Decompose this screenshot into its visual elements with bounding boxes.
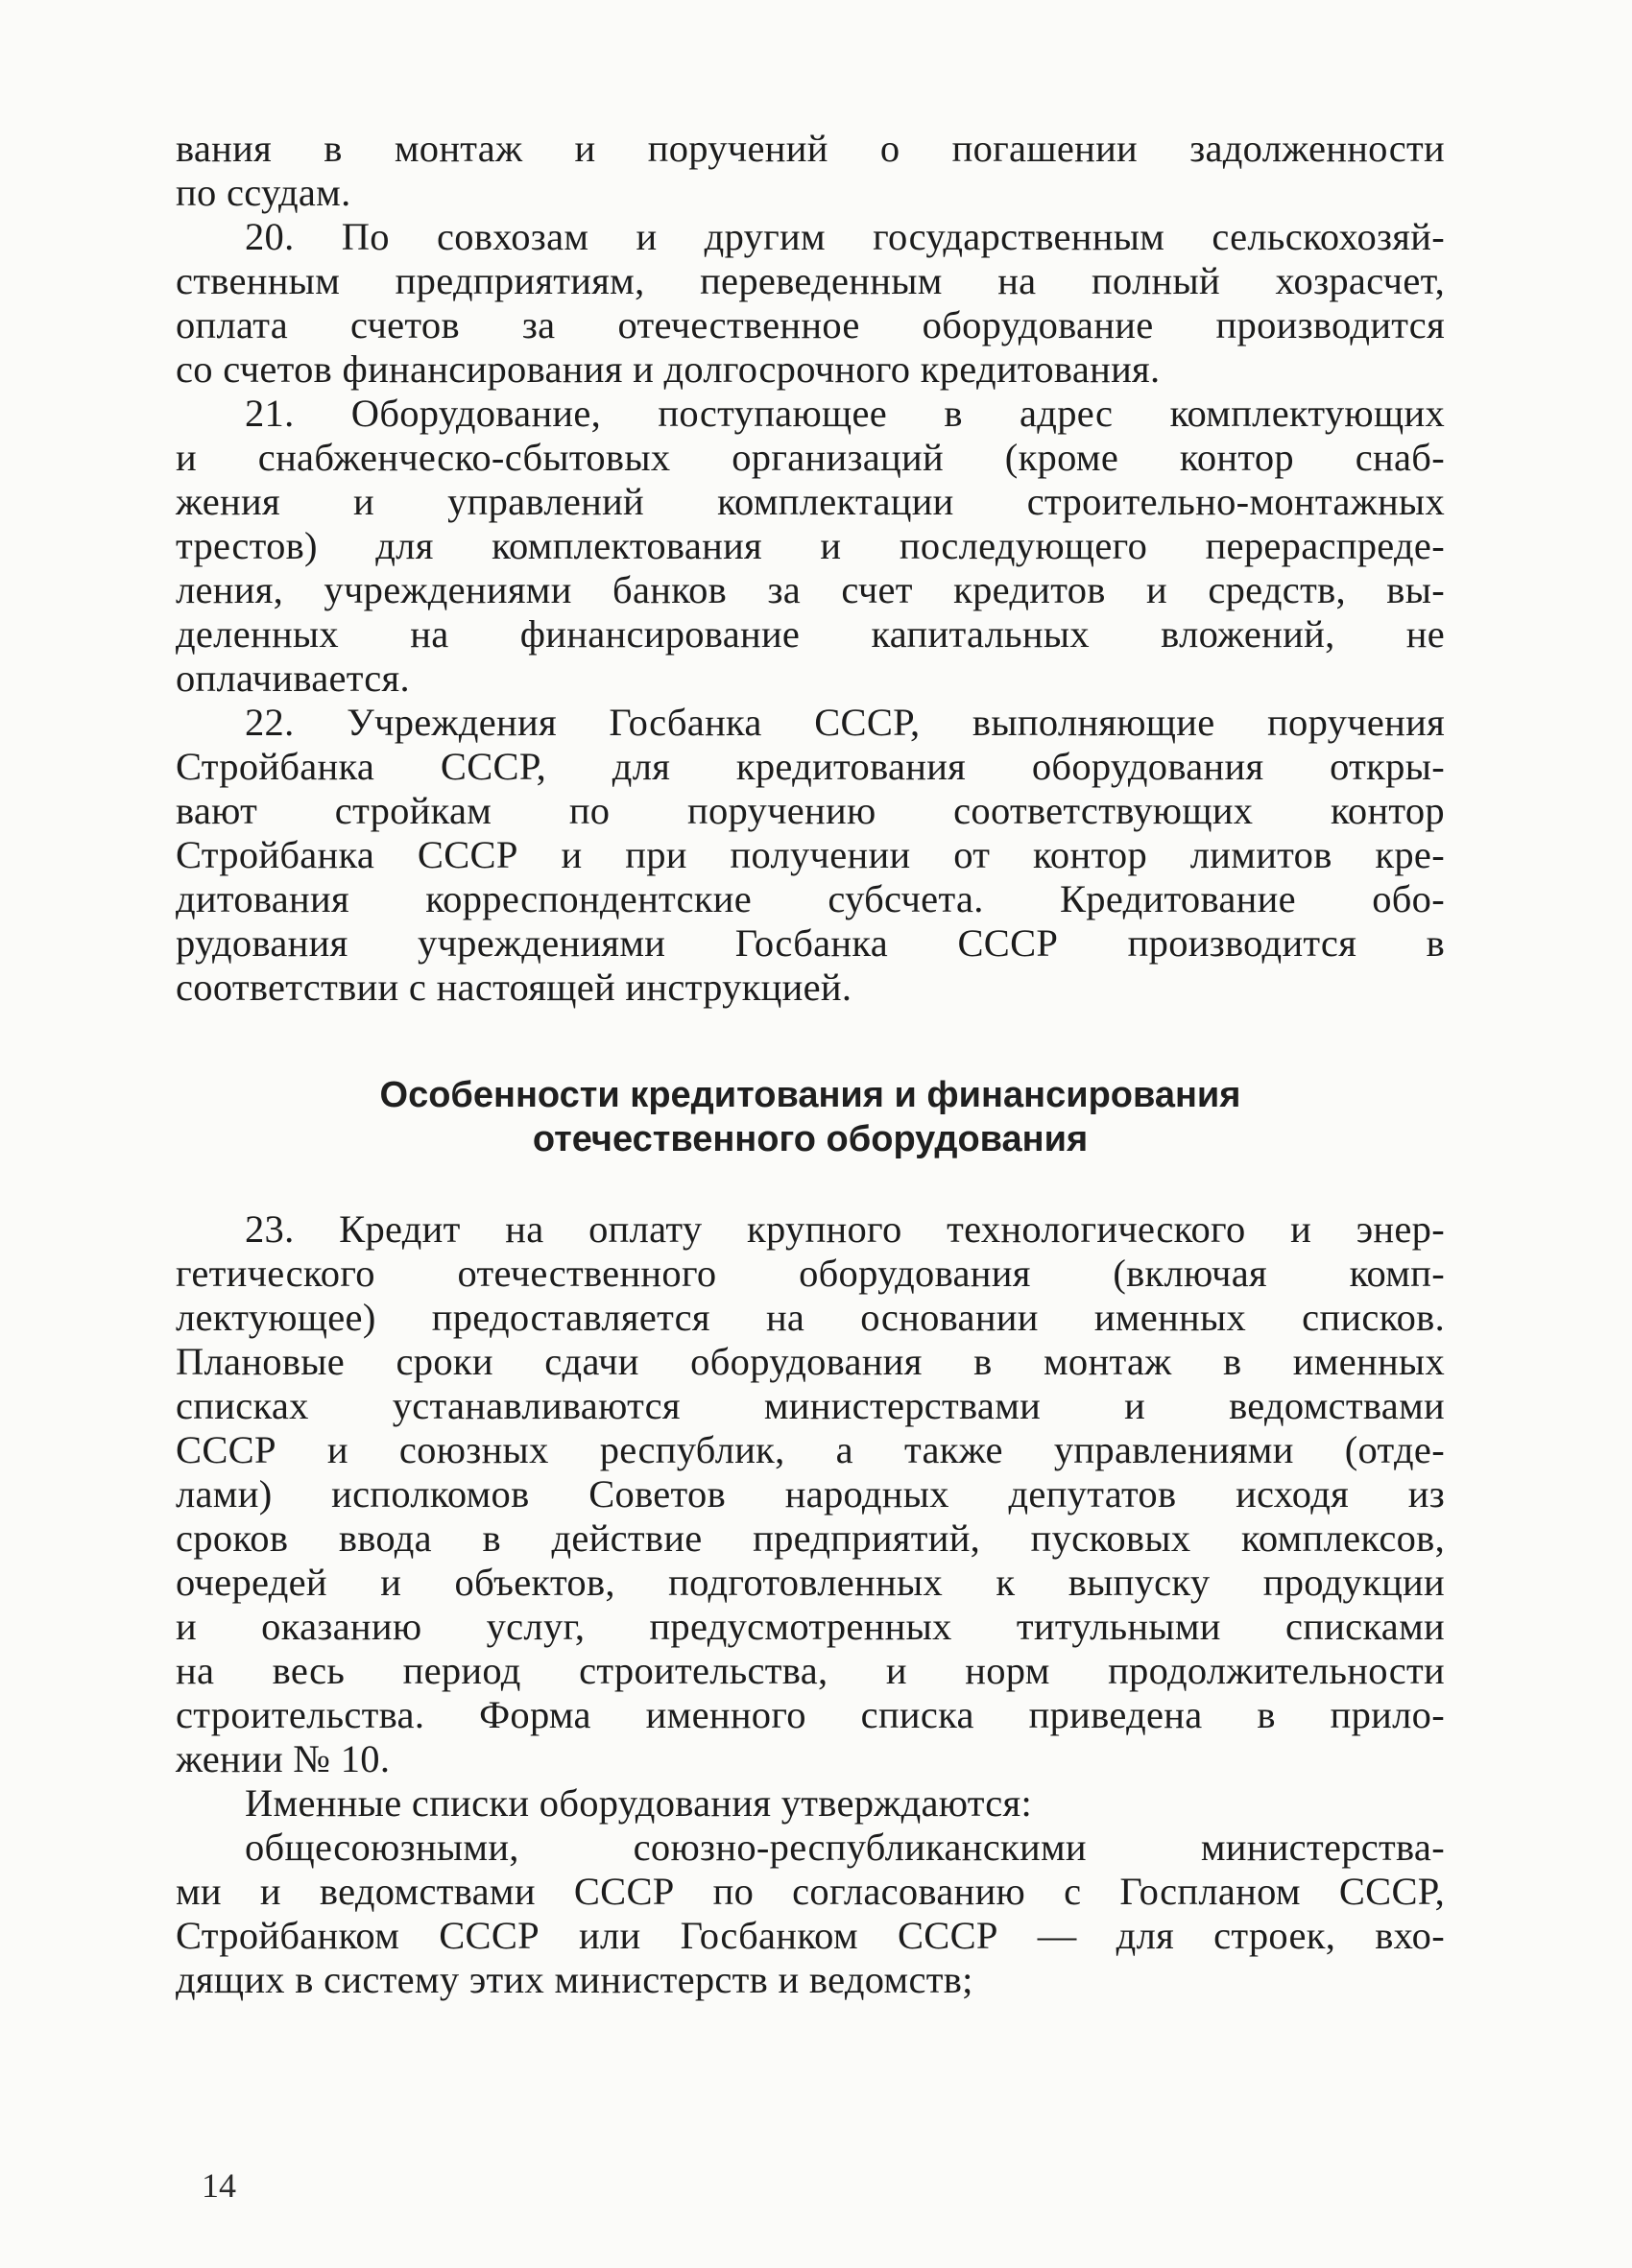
text-line: жения и управлений комплектации строительно-монтажных bbox=[176, 480, 1445, 523]
text-line: со счетов финансирования и долгосрочного кредитования. bbox=[176, 347, 1161, 391]
text-line: Плановые сроки сдачи оборудования в монтаж в именных bbox=[176, 1340, 1445, 1383]
text-line: и снабженческо-сбытовых организаций (кроме контор снаб- bbox=[176, 436, 1445, 479]
text-line: лектующее) предоставляется на основании именных списков. bbox=[176, 1296, 1445, 1339]
text-line: сроков ввода в действие предприятий, пусковых комплексов, bbox=[176, 1516, 1445, 1560]
text-line: соответствии с настоящей инструкцией. bbox=[176, 966, 852, 1009]
text-line: ми и ведомствами СССР по согласованию с Госпланом СССР, bbox=[176, 1870, 1445, 1913]
text-line: вания в монтаж и поручений о погашении задолженности bbox=[176, 127, 1445, 170]
text-line: строительства. Форма именного списка приведена в прило- bbox=[176, 1693, 1445, 1736]
text-line: жении № 10. bbox=[176, 1737, 391, 1780]
text-line: на весь период строительства, и норм продолжительности bbox=[176, 1649, 1445, 1692]
text-line: оплата счетов за отечественное оборудование производится bbox=[176, 303, 1445, 346]
page-number: 14 bbox=[202, 2166, 236, 2205]
text-line: Стройбанка СССР, для кредитования оборудования откры- bbox=[176, 745, 1445, 788]
text-line: Стройбанком СССР или Госбанком СССР — для строек, вхо- bbox=[176, 1914, 1445, 1957]
text-line: дящих в систему этих министерств и ведомств; bbox=[176, 1958, 973, 2001]
text-line: Стройбанка СССР и при получении от контор лимитов кре- bbox=[176, 833, 1445, 876]
text-line: деленных на финансирование капитальных вложений, не bbox=[176, 612, 1445, 656]
text-line: лами) исполкомов Советов народных депутатов исходя из bbox=[176, 1472, 1445, 1516]
text-line: общесоюзными, союзно-республиканскими министерства- bbox=[245, 1826, 1445, 1869]
text-line: по ссудам. bbox=[176, 171, 351, 214]
text-line: трестов) для комплектования и последующего перераспреде- bbox=[176, 524, 1445, 567]
section-heading-line: Особенности кредитования и финансирования bbox=[379, 1075, 1241, 1115]
text-line: и оказанию услуг, предусмотренных титульными списками bbox=[176, 1605, 1445, 1648]
text-line: вают стройкам по поручению соответствующих контор bbox=[176, 789, 1445, 832]
section-heading bbox=[176, 1073, 1445, 1161]
text-line: рудования учреждениями Госбанка СССР производится в bbox=[176, 921, 1445, 965]
text-line: очередей и объектов, подготовленных к выпуску продукции bbox=[176, 1561, 1445, 1604]
text-line: Именные списки оборудования утверждаются: bbox=[245, 1781, 1033, 1825]
text-line: ственным предприятиям, переведенным на полный хозрасчет, bbox=[176, 259, 1445, 302]
section-heading-line: отечественного оборудования bbox=[532, 1119, 1089, 1159]
text-line: 22. Учреждения Госбанка СССР, выполняющие поручения bbox=[245, 701, 1445, 744]
text-line: оплачивается. bbox=[176, 657, 410, 700]
text-line: дитования корреспондентские субсчета. Кредитование обо- bbox=[176, 877, 1445, 920]
text-line: 21. Оборудование, поступающее в адрес комплектующих bbox=[245, 392, 1445, 435]
text-line: ления, учреждениями банков за счет кредитов и средств, вы- bbox=[176, 568, 1445, 611]
text-line: 20. По совхозам и другим государственным сельскохозяй- bbox=[245, 215, 1445, 258]
text-line: списках устанавливаются министерствами и ведомствами bbox=[176, 1384, 1445, 1427]
text-line: гетического отечественного оборудования (включая комп- bbox=[176, 1252, 1445, 1295]
text-line: СССР и союзных республик, а также управлениями (отде- bbox=[176, 1428, 1445, 1471]
paragraph-23 bbox=[176, 1207, 1445, 2002]
paragraphs-20-22 bbox=[176, 127, 1445, 1010]
text-line: 23. Кредит на оплату крупного технологического и энер- bbox=[245, 1207, 1445, 1251]
